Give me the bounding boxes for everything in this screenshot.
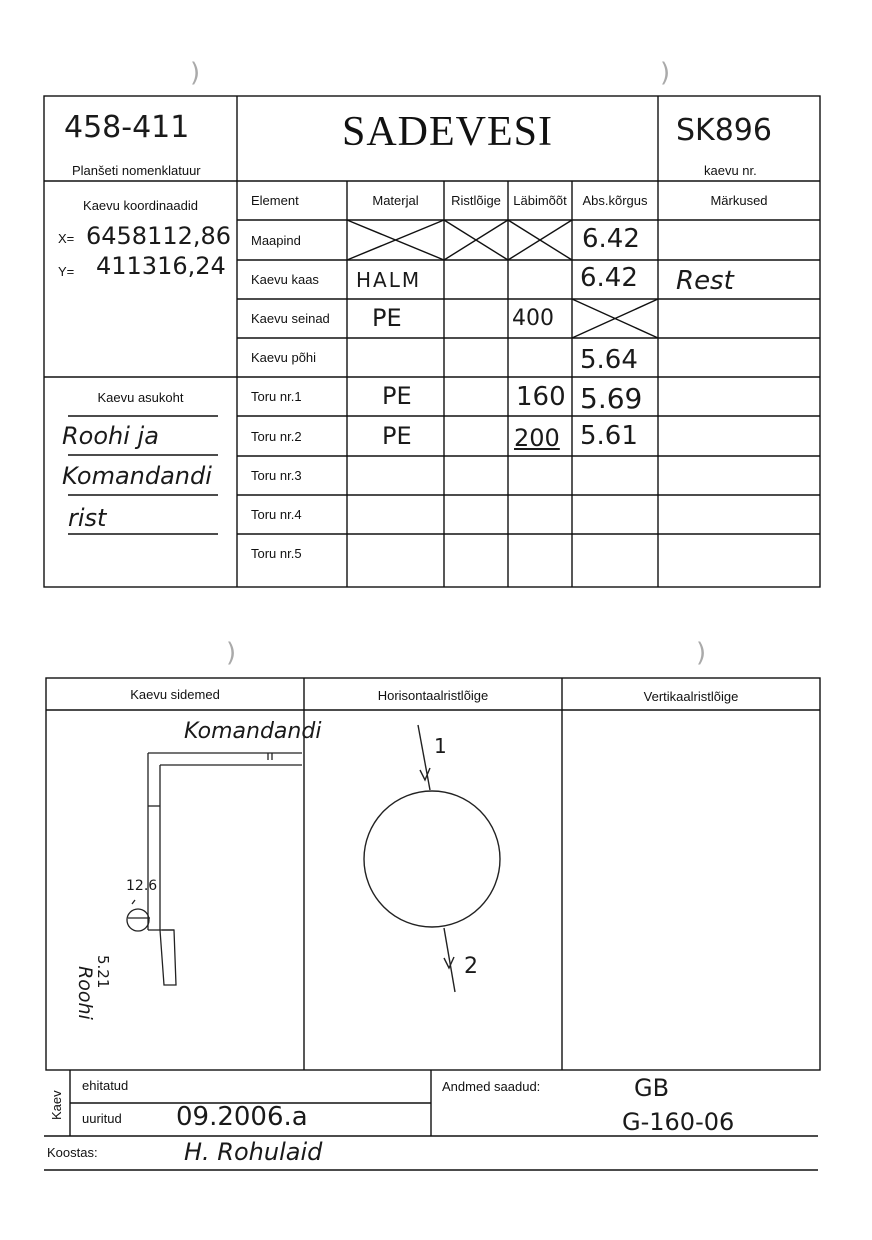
row-labimoot: 200: [514, 424, 560, 452]
header-markused: Märkused: [710, 193, 768, 208]
pipe-1-label: 1: [434, 734, 447, 758]
sketch-distance: 12.6: [126, 878, 158, 894]
punch-mark: ): [190, 58, 201, 88]
row-element: Maapind: [251, 233, 301, 248]
x-coordinate: 6458112,86: [86, 222, 232, 250]
data-source-value-1: GB: [634, 1074, 670, 1102]
row-element: Toru nr.5: [251, 546, 302, 561]
row-element: Kaevu seinad: [251, 311, 330, 326]
pipe-2-label: 2: [464, 954, 478, 979]
row-materjal: PE: [382, 382, 412, 410]
header-labimoot: Läbimõõt: [513, 193, 567, 208]
data-source-value-2: G-160-06: [622, 1108, 735, 1136]
row-element: Toru nr.2: [251, 429, 302, 444]
row-element: Toru nr.3: [251, 468, 302, 483]
row-abs: 5.69: [580, 382, 643, 415]
location-line-3: rist: [68, 504, 107, 532]
row-element: Toru nr.4: [251, 507, 302, 522]
row-labimoot: 160: [516, 382, 566, 412]
row-element: Toru nr.1: [251, 389, 302, 404]
x-prefix: X=: [58, 231, 75, 246]
surveyed-value: 09.2006.a: [176, 1102, 308, 1132]
footer-side-label: Kaev: [49, 1090, 64, 1120]
header-abs-korgus: Abs.kõrgus: [582, 193, 648, 208]
connection-sketch: [127, 753, 302, 985]
row-element: Kaevu kaas: [251, 272, 319, 287]
header-ristloige: Ristlõige: [451, 193, 501, 208]
row-abs: 6.42: [580, 263, 638, 293]
location-label: Kaevu asukoht: [97, 390, 184, 405]
sketch-offset: 5.21: [94, 955, 112, 989]
header-element: Element: [251, 193, 299, 208]
panel-vertical-title: Vertikaalristlõige: [643, 689, 739, 704]
page-title: SADEVESI: [341, 109, 553, 155]
location-line-2: Komandandi: [62, 462, 212, 490]
panel-horizontal-title: Horisontaalristlõige: [377, 688, 489, 703]
compiled-value: H. Rohulaid: [184, 1138, 323, 1166]
well-number-value: SK896: [676, 113, 772, 148]
row-element: Kaevu põhi: [251, 350, 317, 365]
sketch-street-top: Komandandi: [184, 719, 322, 744]
row-labimoot: 400: [512, 306, 554, 331]
well-number-label: kaevu nr.: [704, 163, 757, 178]
sheet-nomenclature-value: 458-411: [64, 110, 190, 145]
punch-mark: ): [226, 638, 237, 668]
punch-mark: ): [660, 58, 671, 88]
row-materjal: PE: [372, 304, 402, 332]
row-materjal: PE: [382, 422, 412, 450]
surveyed-label: uuritud: [82, 1111, 122, 1126]
row-abs: 5.64: [580, 345, 638, 375]
coordinates-label: Kaevu koordinaadid: [83, 198, 198, 213]
data-source-label: Andmed saadud:: [442, 1079, 541, 1094]
sheet-nomenclature-label: Planšeti nomenklatuur: [72, 163, 201, 178]
built-label: ehitatud: [82, 1078, 129, 1093]
header-materjal: Materjal: [372, 193, 419, 208]
y-prefix: Y=: [58, 264, 75, 279]
y-coordinate: 411316,24: [96, 252, 226, 280]
row-abs: 6.42: [582, 224, 640, 254]
row-materjal: HALM: [356, 268, 422, 292]
compiled-label: Koostas:: [47, 1145, 98, 1160]
row-abs: 5.61: [580, 421, 638, 451]
sketch-street-side: Roohi: [74, 966, 96, 1020]
horizontal-section-sketch: [364, 725, 500, 992]
location-line-1: Roohi ja: [62, 422, 159, 450]
punch-mark: ): [696, 638, 707, 668]
panel-connections-title: Kaevu sidemed: [130, 687, 220, 702]
row-markused: Rest: [676, 266, 734, 296]
